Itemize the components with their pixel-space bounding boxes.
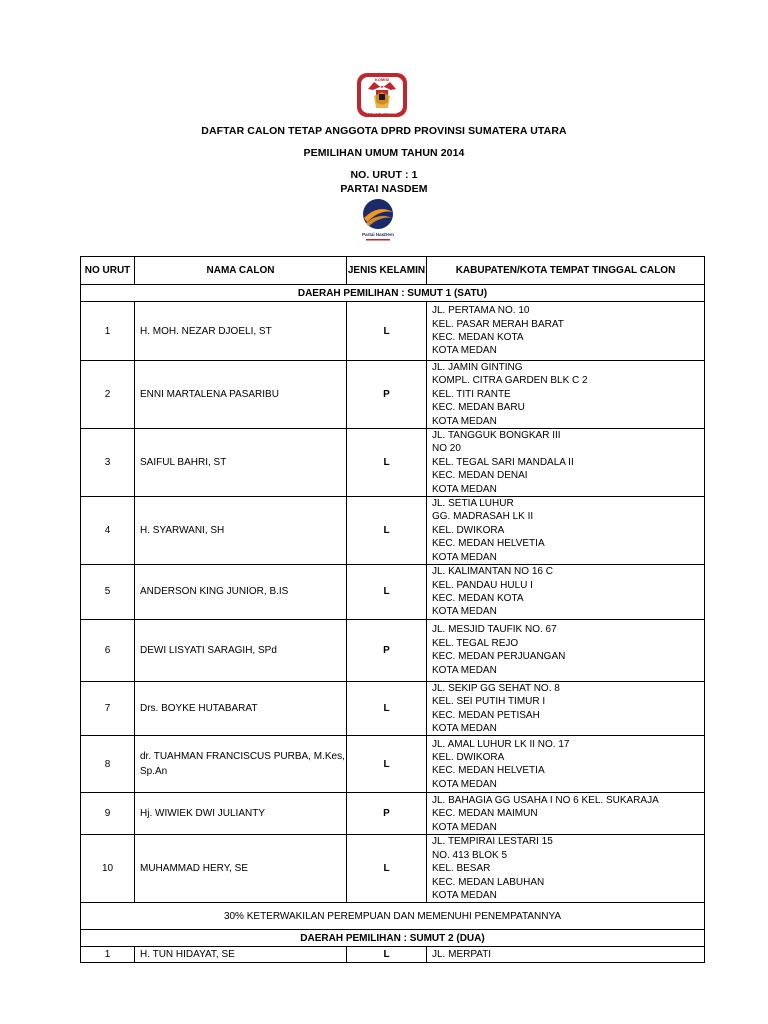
representation-note: 30% KETERWAKILAN PEREMPUAN DAN MEMENUHI PENEMPATANNYA	[81, 903, 705, 930]
address-line: KOTA MEDAN	[432, 606, 497, 618]
address-line: NO. 413 BLOK 5	[432, 849, 508, 861]
address-line: KEC. MEDAN PERJUANGAN	[432, 651, 566, 663]
candidate-sex: L	[347, 835, 427, 903]
candidate-name: dr. TUAHMAN FRANCISCUS PURBA, M.Kes, Sp.An	[135, 736, 347, 793]
address-line: JL. KALIMANTAN NO 16 C	[432, 566, 553, 578]
header-address: KABUPATEN/KOTA TEMPAT TINGGAL CALON	[427, 257, 705, 285]
address-line: JL. BAHAGIA GG USAHA I NO 6 KEL. SUKARAJA	[432, 794, 659, 806]
candidate-address	[427, 793, 705, 835]
candidate-address	[427, 361, 705, 429]
address-line: KEL. BESAR	[432, 863, 491, 875]
address-line: KEC. MEDAN BARU	[432, 402, 525, 414]
address-line: JL. PERTAMA NO. 10	[432, 305, 530, 317]
table-row	[81, 947, 705, 963]
nasdem-logo	[353, 196, 403, 244]
row-number: 1	[81, 947, 135, 963]
candidate-name: SAIFUL BAHRI, ST	[135, 429, 347, 497]
address-line: KOTA MEDAN	[432, 821, 497, 833]
header-no: NO URUT	[81, 257, 135, 285]
address-line: KEC. MEDAN KOTA	[432, 592, 524, 604]
address-line: JL. MERPATI	[432, 949, 492, 961]
address-line: KEL. TEGAL REJO	[432, 637, 519, 649]
candidate-name: H. MOH. NEZAR DJOELI, ST	[135, 302, 347, 361]
candidate-sex: L	[347, 681, 427, 736]
document-title: DAFTAR CALON TETAP ANGGOTA DPRD PROVINSI SUMATERA UTARA	[201, 125, 567, 137]
row-number: 3	[81, 429, 135, 497]
candidate-sex: L	[347, 497, 427, 565]
row-number: 4	[81, 497, 135, 565]
address-line: KEC. MEDAN LABUHAN	[432, 876, 545, 888]
candidate-sex: P	[347, 361, 427, 429]
candidate-address	[427, 619, 705, 681]
address-line: KEL. DWIKORA	[432, 524, 505, 536]
candidate-name: H. TUN HIDAYAT, SE	[135, 947, 347, 963]
address-line: KEL. DWIKORA	[432, 751, 505, 763]
table-row	[81, 619, 705, 681]
address-line: KEC. MEDAN HELVETIA	[432, 765, 545, 777]
row-number: 5	[81, 565, 135, 620]
table-row	[81, 793, 705, 835]
candidate-name: MUHAMMAD HERY, SE	[135, 835, 347, 903]
address-line: JL. AMAL LUHUR LK II NO. 17	[432, 738, 570, 750]
row-number: 10	[81, 835, 135, 903]
serial-number: NO. URUT : 1	[350, 169, 418, 181]
document-subtitle: PEMILIHAN UMUM TAHUN 2014	[303, 147, 465, 159]
candidate-name: DEWI LISYATI SARAGIH, SPd	[135, 619, 347, 681]
header-sex: JENIS KELAMIN	[347, 257, 427, 285]
table-row	[81, 565, 705, 620]
address-line: KEC. MEDAN KOTA	[432, 332, 524, 343]
section-heading-1: DAERAH PEMILIHAN : SUMUT 1 (SATU)	[81, 285, 705, 302]
kpu-logo	[355, 72, 409, 118]
candidate-address	[427, 681, 705, 736]
candidate-address	[427, 565, 705, 620]
header-name: NAMA CALON	[135, 257, 347, 285]
address-line: KEC. MEDAN DENAI	[432, 470, 528, 482]
address-line: NO 20	[432, 443, 461, 455]
address-line: KOTA MEDAN	[432, 483, 497, 495]
candidate-name: H. SYARWANI, SH	[135, 497, 347, 565]
address-line: KOTA MEDAN	[432, 778, 497, 790]
table-row	[81, 835, 705, 903]
address-line: JL. TANGGUK BONGKAR III	[432, 430, 561, 442]
candidate-sex: P	[347, 619, 427, 681]
address-line: JL. SEKIP GG SEHAT NO. 8	[432, 682, 560, 694]
table-row	[81, 361, 705, 429]
row-number: 7	[81, 681, 135, 736]
candidate-name: ANDERSON KING JUNIOR, B.IS	[135, 565, 347, 620]
address-line: KEL. TEGAL SARI MANDALA II	[432, 456, 574, 468]
address-line: KEC. MEDAN PETISAH	[432, 709, 540, 721]
row-number: 9	[81, 793, 135, 835]
candidate-name: Hj. WIWIEK DWI JULIANTY	[135, 793, 347, 835]
nasdem-logo-text: Partai NasDem	[362, 232, 394, 237]
kpu-logo-bottom-text: PEMILIHAN UMUM	[367, 111, 397, 115]
address-line: JL. SETIA LUHUR	[432, 498, 514, 510]
candidate-address	[427, 835, 705, 903]
candidate-sex: L	[347, 736, 427, 793]
candidate-address	[427, 736, 705, 793]
address-line: KOTA MEDAN	[432, 889, 497, 901]
address-line: KEC. MEDAN HELVETIA	[432, 538, 545, 550]
candidate-sex: L	[347, 947, 427, 963]
row-number: 2	[81, 361, 135, 429]
row-number: 1	[81, 302, 135, 361]
section-heading-2: DAERAH PEMILIHAN : SUMUT 2 (DUA)	[81, 930, 705, 947]
table-header-row	[81, 257, 705, 285]
candidate-sex: P	[347, 793, 427, 835]
address-line: JL. MESJID TAUFIK NO. 67	[432, 624, 557, 636]
address-line: KEL. TITI RANTE	[432, 388, 511, 400]
candidate-address	[427, 497, 705, 565]
candidate-sex: L	[347, 302, 427, 361]
table-row	[81, 429, 705, 497]
address-line: KOTA MEDAN	[432, 345, 497, 357]
candidate-sex: L	[347, 429, 427, 497]
table-row	[81, 681, 705, 736]
kpu-logo-top-text: KOMISI	[374, 77, 390, 82]
candidate-table	[80, 256, 705, 963]
candidate-sex: L	[347, 565, 427, 620]
row-number: 6	[81, 619, 135, 681]
address-line: KOTA MEDAN	[432, 722, 497, 734]
address-line: KOMPL. CITRA GARDEN BLK C 2	[432, 375, 588, 387]
address-line: KOTA MEDAN	[432, 664, 497, 676]
address-line: GG. MADRASAH LK II	[432, 511, 534, 523]
address-line: KEL. PANDAU HULU I	[432, 579, 533, 591]
candidate-address	[427, 429, 705, 497]
address-line: JL. JAMIN GINTING	[432, 362, 523, 373]
table-row	[81, 736, 705, 793]
address-line: KEL. SEI PUTIH TIMUR I	[432, 696, 546, 708]
table-row	[81, 302, 705, 361]
candidate-address	[427, 947, 705, 963]
address-line: KEC. MEDAN MAIMUN	[432, 808, 538, 820]
row-number: 8	[81, 736, 135, 793]
address-line: KOTA MEDAN	[432, 551, 497, 563]
candidate-name: ENNI MARTALENA PASARIBU	[135, 361, 347, 429]
table-row	[81, 497, 705, 565]
candidate-name: Drs. BOYKE HUTABARAT	[135, 681, 347, 736]
address-line: JL. TEMPIRAI LESTARI 15	[432, 836, 553, 848]
address-line: KEL. PASAR MERAH BARAT	[432, 318, 564, 330]
address-line: KOTA MEDAN	[432, 415, 497, 427]
party-name: PARTAI NASDEM	[340, 183, 428, 195]
candidate-address	[427, 302, 705, 361]
